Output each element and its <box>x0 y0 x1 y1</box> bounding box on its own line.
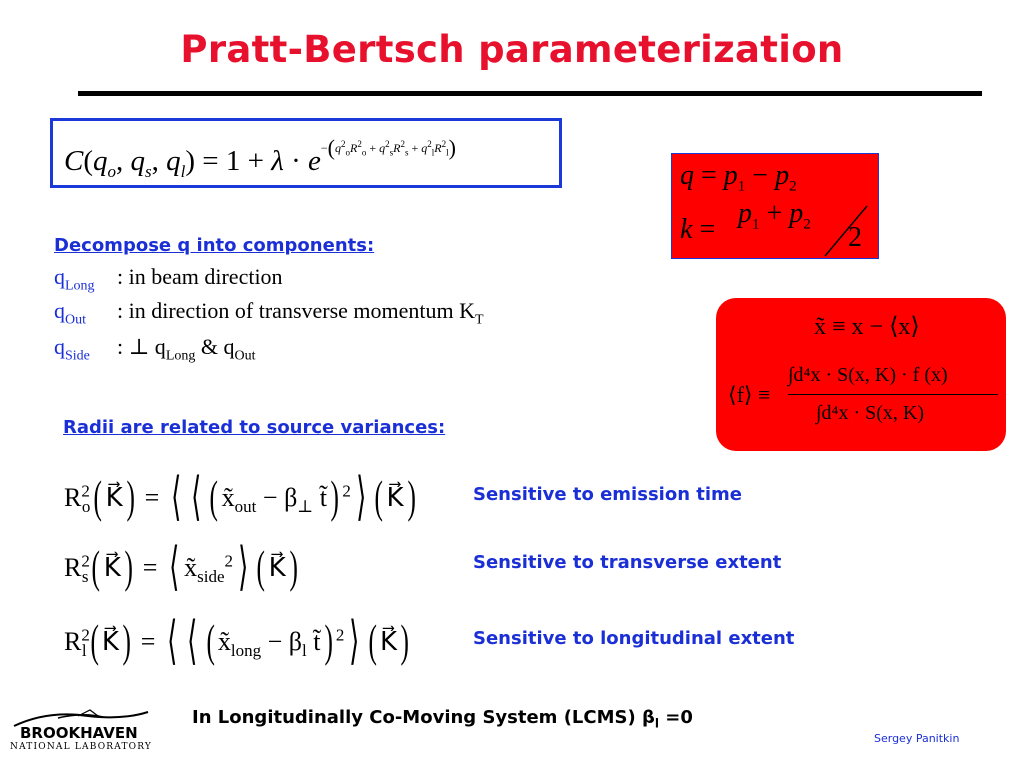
average-numerator: ∫d⁴x · S(x, K) · f (x) <box>788 364 948 386</box>
note-emission-time: Sensitive to emission time <box>473 484 743 505</box>
correlation-formula: $C(q_o$, $q_s$, $q_l) = 1 + \lambda \cdot e^{-(q^2_oR^2_o + q^2_sR^2_s + q^2_lR^2_l)}$ <box>64 135 456 181</box>
average-denominator: ∫d⁴x · S(x, K) <box>816 402 924 424</box>
x-tilde-definition-box <box>716 298 1006 451</box>
x-tilde-definition: x̃ ≡ x − ⟨x⟩ <box>814 314 920 340</box>
k-definition: k = <box>680 214 716 245</box>
radius-side-equation: $R^2_s$( K⃗) = ⟨ $x̃_{side}^2⟩$ ( K⃗) <box>64 539 298 596</box>
fraction-slash <box>817 200 877 260</box>
q-out-row: $q_{Out}$ : in direction of transverse momentum $K_T$ <box>54 298 484 328</box>
radius-out-equation: $R^2_o$( K⃗) = ⟨ ⟨ ( $x̃_{out} - \beta_\perp$ t̃) $^2$⟩ ( K⃗) <box>64 469 416 526</box>
logo-subtitle: NATIONAL LABORATORY <box>10 742 153 752</box>
q-definition: $q = p_1 - p_2$ <box>680 160 797 195</box>
q-long-row: $q_{Long}$ : in beam direction <box>54 264 283 294</box>
author-name: Sergey Panitkin <box>874 732 960 745</box>
note-longitudinal-extent: Sensitive to longitudinal extent <box>473 628 795 649</box>
average-lhs: ⟨f⟩ ≡ <box>728 382 771 407</box>
lcms-footer: In Longitudinally Co-Moving System (LCMS) $\beta_l =0$ <box>192 707 693 731</box>
page-title: Pratt-Bertsch parameterization <box>180 28 844 71</box>
q-side-row: $q_{Side}$ : ⊥ $q_{Long}$ & $q_{Out}$ <box>54 334 256 364</box>
fraction-bar <box>788 394 998 395</box>
decompose-heading: Decompose q into components: <box>54 235 375 256</box>
q-k-definition-box <box>671 153 879 259</box>
k-numerator: $p_1 + p_2$ <box>738 198 811 233</box>
brookhaven-logo-mark <box>8 708 163 752</box>
brookhaven-logo <box>8 708 163 752</box>
note-transverse-extent: Sensitive to transverse extent <box>473 552 782 573</box>
radius-long-equation: $R^2_l$( K⃗) = ⟨ ⟨ ( $x̃_{long} - \beta_l$ t̃) $^2$⟩ ( K⃗) <box>64 613 409 670</box>
title-divider <box>78 91 982 96</box>
radii-heading: Radii are related to source variances: <box>63 417 446 438</box>
k-denominator: 2 <box>848 222 862 253</box>
logo-wordmark: BROOKHAVEN <box>20 724 138 742</box>
